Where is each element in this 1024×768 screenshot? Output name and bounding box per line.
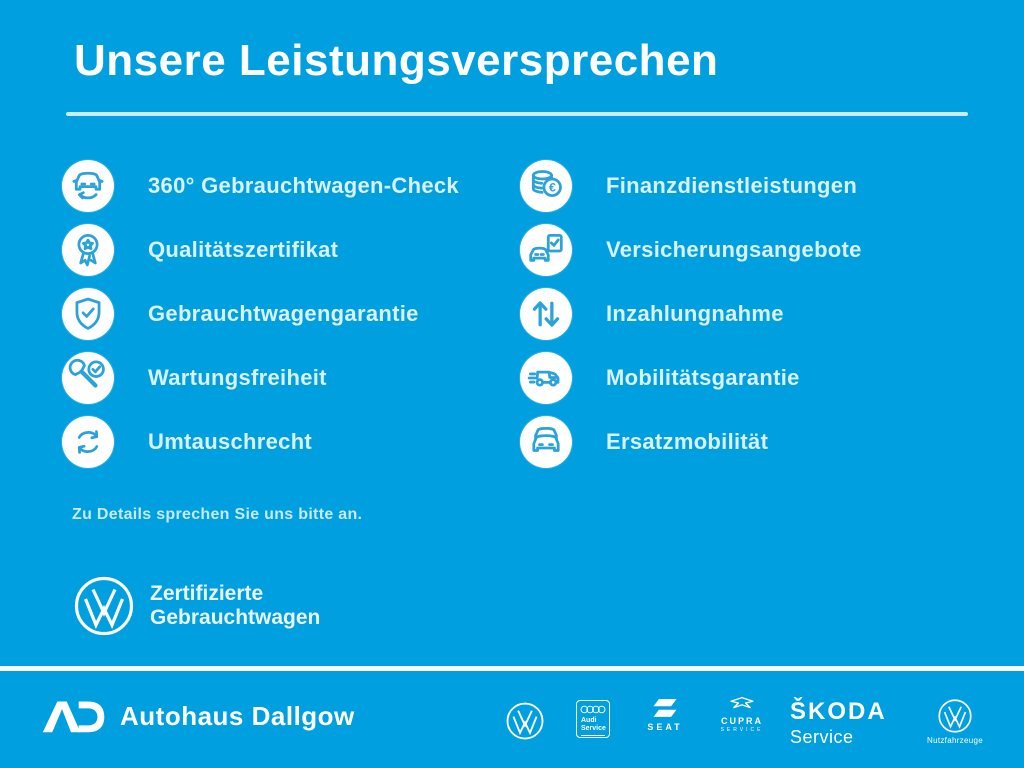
service-label: Gebrauchtwagengarantie [148,301,419,326]
certified-line2: Gebrauchtwagen [150,606,321,629]
service-item [520,160,862,212]
title-underline [66,112,968,116]
cupra-service-label: SERVICE [720,727,764,733]
seat-wordmark: SEAT [647,722,683,732]
certified-text [150,582,320,630]
euro-glyph: € [548,180,556,195]
service-label: 360° Gebrauchtwagen-Check [148,173,459,198]
audi-service-icon [576,700,610,738]
vw-logo-icon [72,574,136,638]
brand-volkswagen [505,701,545,741]
dealer-logo [36,695,355,737]
brand-audi-service [576,700,610,738]
vw-roundel-icon [505,701,545,741]
arrows-up-down-icon [520,288,572,340]
service-label: Inzahlungnahme [606,301,784,326]
service-label: Versicherungsangebote [606,237,862,262]
service-item [62,224,459,276]
nutzfahrzeuge-label: Nutzfahrzeuge [927,736,983,745]
service-item [62,352,459,404]
brand-seat [642,697,688,732]
vw-nutzfahrzeuge-roundel-icon [920,698,990,734]
cupra-emblem-icon [712,694,772,714]
coins-euro-icon [520,160,572,212]
service-label: Wartungsfreiheit [148,365,327,390]
service-label: Finanzdienstleistungen [606,173,858,198]
audi-label-line1: Audi [581,717,597,724]
seat-s-icon [642,697,688,719]
skoda-wordmark: ŠKODA [790,698,887,725]
service-item [62,160,459,212]
two-cars-icon [520,416,572,468]
service-item [520,288,862,340]
wrench-check-icon [62,352,114,404]
brand-vw-nutzfahrzeuge [920,698,990,745]
ad-monogram-icon [36,695,106,737]
certified-line1: Zertifizierte [150,582,264,605]
service-item [520,352,862,404]
cupra-wordmark: CUPRA [720,716,763,726]
service-item [62,416,459,468]
brand-skoda-service [790,698,887,748]
brand-cupra-service [712,694,772,733]
audi-underline [581,735,605,736]
car-360-icon [62,160,114,212]
service-label: Ersatzmobilität [606,429,769,454]
award-ribbon-icon [62,224,114,276]
van-motion-icon [520,352,572,404]
service-label: Qualitätszertifikat [148,237,339,262]
service-label: Umtauschrecht [148,429,313,454]
dealer-name: Autohaus Dallgow [120,700,355,731]
details-note: Zu Details sprechen Sie uns bitte an. [72,506,363,523]
exchange-arrows-icon [62,416,114,468]
page-title: Unsere Leistungsversprechen [74,36,719,85]
services-column-right [520,160,862,480]
service-item [520,224,862,276]
services-column-left [62,160,459,480]
service-item [62,288,459,340]
skoda-service-label: Service [790,727,854,747]
service-label: Mobilitätsgarantie [606,365,800,390]
car-checklist-icon [520,224,572,276]
certified-used-cars-badge [72,574,320,638]
audi-label-line2: Service [581,725,606,732]
shield-check-icon [62,288,114,340]
service-item [520,416,862,468]
